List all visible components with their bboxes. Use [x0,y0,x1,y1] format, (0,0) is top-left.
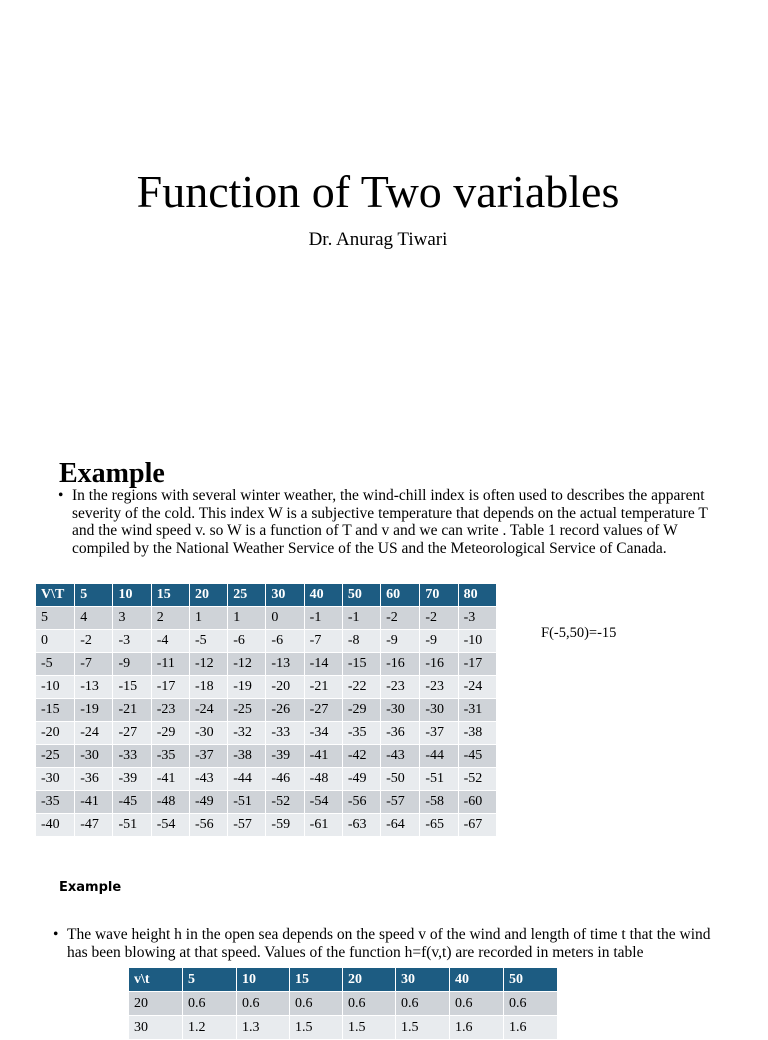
table-cell: -61 [304,814,342,837]
bullet-icon: • [58,487,64,504]
table-row [129,992,558,1016]
table-cell: -16 [381,653,420,676]
table-cell: -41 [75,791,113,814]
table-header-cell: 20 [189,584,227,607]
table-cell: -2 [381,607,420,630]
table-header-cell: 80 [458,584,496,607]
table-cell: -51 [420,768,458,791]
table-cell: -42 [342,745,380,768]
table-cell: -54 [151,814,189,837]
table-header-row [129,968,558,992]
table-cell: -20 [266,676,304,699]
table-cell: 0.6 [237,992,290,1016]
table-cell: -10 [36,676,75,699]
table-cell: 0.6 [290,992,343,1016]
table-header-cell: 15 [290,968,343,992]
table-cell: -65 [420,814,458,837]
table-row [36,791,497,814]
table-cell: -13 [266,653,304,676]
table-header-cell: 30 [396,968,450,992]
table-cell: -17 [458,653,496,676]
table-cell: -2 [75,630,113,653]
table-cell: 0.6 [183,992,237,1016]
bullet-text: The wave height h in the open sea depends on the speed v of the wind and length of time t that the wind has been blowing at that speed. Values of the function h=f(v,t) are recorded in meters in table [67,926,711,961]
table-cell: -18 [189,676,227,699]
table-cell: -44 [228,768,266,791]
table-row [36,607,497,630]
table-cell: -32 [228,722,266,745]
table-cell: -51 [113,814,151,837]
table-cell: -37 [420,722,458,745]
table-header-cell: 50 [342,584,380,607]
table-cell: -1 [304,607,342,630]
table-cell: -5 [36,653,75,676]
table-cell: -9 [420,630,458,653]
table-cell: 1.5 [343,1016,396,1040]
table-row [36,722,497,745]
table-cell: -34 [304,722,342,745]
table-cell: -22 [342,676,380,699]
table-cell: -56 [342,791,380,814]
table-cell: -11 [151,653,189,676]
table-cell: -19 [228,676,266,699]
table-header-cell: 15 [151,584,189,607]
table-cell: -15 [36,699,75,722]
table-cell: -25 [228,699,266,722]
table-cell: -21 [113,699,151,722]
table-cell: -3 [458,607,496,630]
table-cell: -4 [151,630,189,653]
table-cell: -48 [151,791,189,814]
table-cell: -15 [342,653,380,676]
table-header-cell: 50 [504,968,558,992]
table-cell: -29 [151,722,189,745]
table-cell: -38 [228,745,266,768]
table-header-cell: 30 [266,584,304,607]
table-cell: 1 [228,607,266,630]
table-cell: 0.6 [504,992,558,1016]
table-cell: -52 [266,791,304,814]
table-cell: -26 [266,699,304,722]
table-cell: -12 [189,653,227,676]
table-cell: 2 [151,607,189,630]
table-cell: -36 [75,768,113,791]
table-cell: 0.6 [343,992,396,1016]
table-cell: -60 [458,791,496,814]
table-cell: -2 [420,607,458,630]
table-row [36,699,497,722]
table-header-cell: 60 [381,584,420,607]
table-cell: -33 [266,722,304,745]
table-cell: -24 [75,722,113,745]
table-cell: -50 [381,768,420,791]
table-cell: 1.5 [290,1016,343,1040]
table-cell: 1.3 [237,1016,290,1040]
table-cell: -29 [342,699,380,722]
table-header-cell: v\t [129,968,183,992]
table-cell: -47 [75,814,113,837]
table-header-cell: 20 [343,968,396,992]
table-cell: -58 [420,791,458,814]
table-cell: -6 [228,630,266,653]
table-cell: -31 [458,699,496,722]
table-header-cell: 10 [237,968,290,992]
table-cell: -23 [420,676,458,699]
table-cell: -10 [458,630,496,653]
table-cell: -30 [420,699,458,722]
table-cell: 1.5 [396,1016,450,1040]
table-cell: -37 [189,745,227,768]
table-header-row [36,584,497,607]
section-heading-example: Example [59,458,165,489]
table-cell: -30 [75,745,113,768]
table-cell: -15 [113,676,151,699]
table-header-cell: 5 [75,584,113,607]
function-value-note: F(-5,50)=-15 [541,625,617,641]
table-cell: -56 [189,814,227,837]
table-cell: -57 [381,791,420,814]
table-cell: 5 [36,607,75,630]
table-cell: 0 [266,607,304,630]
bullet-text: In the regions with several winter weather, the wind-chill index is often used to describes the apparent severity of the cold. This index W is a subjective temperature that depends on the actual temperature T and the wind speed v. so W is a function of T and v and we can write . Table 1 record values of W compiled by the National Weather Service of the US and the Meteorological Service of Canada. [72,487,708,557]
table-cell: 4 [75,607,113,630]
table-cell: -43 [189,768,227,791]
table-cell: -27 [304,699,342,722]
table-cell: -13 [75,676,113,699]
table-cell: -41 [151,768,189,791]
table-row [36,630,497,653]
table-cell: -54 [304,791,342,814]
slide-title: Function of Two variables [136,166,620,217]
wave-height-table [128,967,558,1040]
table-cell: -35 [342,722,380,745]
table-cell: -48 [304,768,342,791]
table-cell: -30 [381,699,420,722]
table-cell: -19 [75,699,113,722]
table-cell: -24 [189,699,227,722]
table-cell: -40 [36,814,75,837]
table-cell: -46 [266,768,304,791]
table-cell: 1.6 [504,1016,558,1040]
table-cell: -38 [458,722,496,745]
table-cell: -17 [151,676,189,699]
table-cell: 0 [36,630,75,653]
table-cell: -43 [381,745,420,768]
wind-chill-table [35,583,497,837]
table-cell: -16 [420,653,458,676]
table-cell: -30 [189,722,227,745]
table-cell: -39 [266,745,304,768]
table-cell: -25 [36,745,75,768]
table-header-cell: 40 [450,968,504,992]
table-cell: -5 [189,630,227,653]
bullet-item-wave-height [53,926,733,961]
table-cell: -52 [458,768,496,791]
table-cell: -35 [151,745,189,768]
table-cell: -63 [342,814,380,837]
section-heading-example-2: Example [59,880,122,895]
table-cell: -57 [228,814,266,837]
table-cell: -59 [266,814,304,837]
author-name: Dr. Anurag Tiwari [308,229,448,250]
table-cell: -64 [381,814,420,837]
table-header-cell: 40 [304,584,342,607]
table-cell: 1.6 [450,1016,504,1040]
table-cell: 1 [189,607,227,630]
bullet-item-wind-chill [58,487,718,557]
table-cell: -14 [304,653,342,676]
table-header-cell: 25 [228,584,266,607]
table-cell: 0.6 [396,992,450,1016]
table-cell: -9 [113,653,151,676]
table-cell: -49 [189,791,227,814]
table-cell: -35 [36,791,75,814]
table-header-cell: 10 [113,584,151,607]
table-cell: -23 [151,699,189,722]
table-header-cell: 5 [183,968,237,992]
table-cell: -1 [342,607,380,630]
table-header-cell: V\T [36,584,75,607]
table-row [36,745,497,768]
table-cell: -36 [381,722,420,745]
table-cell: -12 [228,653,266,676]
table-cell: -44 [420,745,458,768]
table-cell: 30 [129,1016,183,1040]
table-cell: 0.6 [450,992,504,1016]
table-cell: -33 [113,745,151,768]
table-row [36,814,497,837]
table-cell: -23 [381,676,420,699]
table-row [36,653,497,676]
table-cell: -39 [113,768,151,791]
table-cell: -41 [304,745,342,768]
table-row [129,1016,558,1040]
table-cell: -6 [266,630,304,653]
table-cell: -24 [458,676,496,699]
table-cell: -3 [113,630,151,653]
table-cell: 20 [129,992,183,1016]
table-cell: -27 [113,722,151,745]
table-cell: -7 [304,630,342,653]
table-cell: -45 [113,791,151,814]
table-cell: -20 [36,722,75,745]
table-cell: -30 [36,768,75,791]
table-header-cell: 70 [420,584,458,607]
bullet-icon: • [53,926,59,943]
table-cell: -7 [75,653,113,676]
table-cell: -8 [342,630,380,653]
table-cell: 3 [113,607,151,630]
table-cell: -67 [458,814,496,837]
table-cell: -45 [458,745,496,768]
table-cell: 1.2 [183,1016,237,1040]
table-row [36,768,497,791]
table-cell: -9 [381,630,420,653]
table-cell: -21 [304,676,342,699]
table-cell: -51 [228,791,266,814]
table-cell: -49 [342,768,380,791]
table-row [36,676,497,699]
